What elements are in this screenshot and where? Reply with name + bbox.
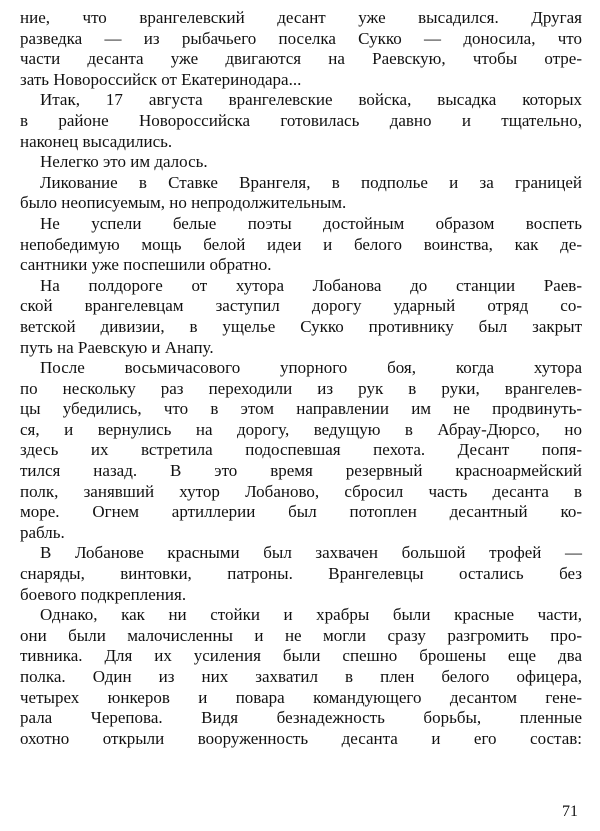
text-line: рабль. — [20, 522, 65, 542]
text-line: тивника. Для их усиления были спешно брошены еще два — [20, 646, 582, 666]
text-line: ской врангелевцам заступил дорогу ударный отряд со- — [20, 296, 582, 316]
text-line: сантники уже поспешили обратно. — [20, 255, 272, 275]
page-number: 71 — [562, 803, 578, 820]
text-line: полка. Один из них захватил в плен белого офицера, — [20, 667, 582, 686]
text-line: по нескольку раз переходили из рук в руки, врангелев- — [20, 378, 582, 398]
text-line: наконец высадились. — [20, 131, 173, 151]
text-line: В Лобанове красными был захвачен большой трофей — — [40, 543, 582, 563]
text-line: Однако, как ни стойки и храбры были красные части, — [40, 605, 582, 625]
text-line: После восьмичасового упорного боя, когда хутора — [40, 358, 582, 378]
paragraph — [20, 214, 582, 276]
text-line: четырех юнкеров и повара командующего десантом гене- — [20, 687, 582, 707]
text-line: здесь их встретила подоспевшая пехота. Десант попя- — [20, 440, 582, 460]
text-line: На полдороге от хутора Лобанова до станции Раев- — [40, 275, 582, 295]
text-line: полк, занявший хутор Лобаново, сбросил часть десанта в — [20, 481, 582, 501]
paragraph — [20, 8, 582, 90]
text-line: было неописуемым, но непродолжительным. — [20, 193, 347, 213]
text-line: разведка — из рыбачьего поселка Сукко — доносила, что — [20, 28, 582, 48]
text-line: непобедимую мощь белой идеи и белого воинства, как де- — [20, 234, 582, 254]
paragraph — [20, 90, 582, 152]
text-line: путь на Раевскую и Анапу. — [20, 337, 214, 357]
paragraph — [20, 358, 582, 543]
text-line: тился назад. В это время резервный красноармейский — [20, 461, 582, 481]
text-line: в районе Новороссийска готовилась давно и тщательно, — [20, 110, 582, 130]
page-body — [20, 8, 582, 749]
text-line: они были малочисленны и не могли сразу разгромить про- — [20, 625, 582, 645]
text-line: рала Черепова. Видя безнадежность борьбы, пленные — [20, 708, 582, 728]
text-line: боевого подкрепления. — [20, 584, 187, 604]
text-line: ся, и вернулись на дорогу, ведущую в Абрау-Дюрсо, но — [20, 419, 582, 439]
text-line: цы убедились, что в этом направлении им не продвинуть- — [20, 399, 582, 419]
paragraph — [20, 152, 582, 173]
text-line: части десанта уже двигаются на Раевскую, чтобы отре- — [20, 49, 582, 69]
text-line: снаряды, винтовки, патроны. Врангелевцы остались без — [20, 564, 582, 584]
paragraph — [20, 605, 582, 749]
text-line: ние, что врангелевский десант уже высадился. Другая — [20, 8, 582, 27]
paragraph — [20, 276, 582, 358]
text-line: зать Новороссийск от Екатеринодара... — [20, 69, 302, 89]
text-line: Нелегко это им далось. — [40, 152, 208, 172]
text-line: ветской дивизии, в ущелье Сукко противнику был закрыт — [20, 316, 582, 336]
text-line: море. Огнем артиллерии был потоплен десантный ко- — [20, 502, 582, 522]
text-line: охотно открыли вооруженность десанта и его состав: — [20, 728, 582, 748]
text-line: Ликование в Ставке Врангеля, в подполье и за границей — [40, 172, 582, 192]
text-line: Не успели белые поэты достойным образом воспеть — [40, 213, 582, 233]
text-line: Итак, 17 августа врангелевские войска, высадка которых — [40, 90, 582, 110]
paragraph — [20, 543, 582, 605]
paragraph — [20, 173, 582, 214]
